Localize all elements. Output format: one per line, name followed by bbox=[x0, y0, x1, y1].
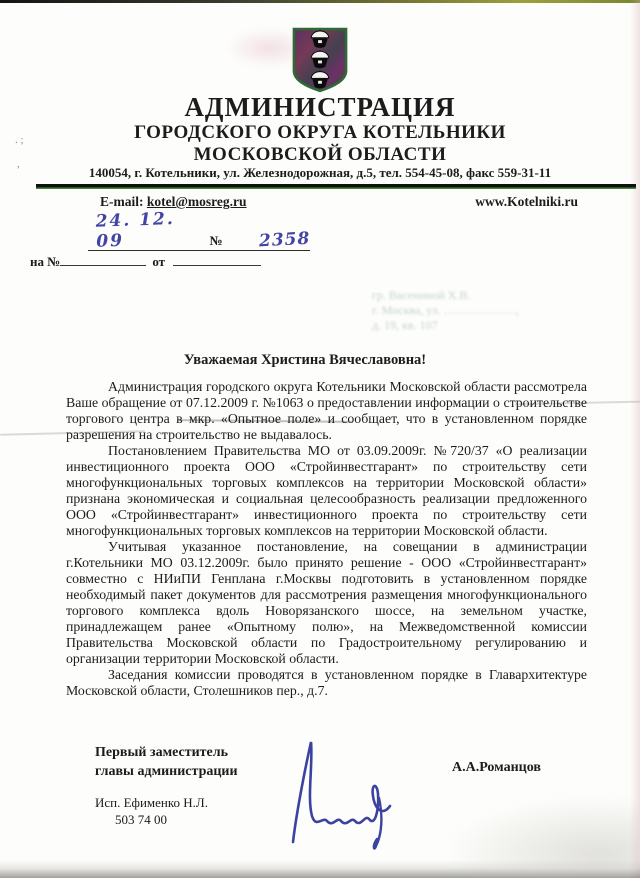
paragraph: Учитывая указанное постановление, на совещании в администрации г.Котельники МО 03.12.2009г. было принято решение - ООО «Стройинвестгарант» совместно с НИиПИ Генплана г.Москвы подготовить в установленном порядке необходимый пакет документов для рассмотрения размещения многофункционального торгового комплекса вдоль Новорязанского шоссе, на земельном участке, принадлежащем ранее «Опытному полю», на Межведомственной комиссии Правительства Московской области по Градостроительному регулированию и организации территории Московской области. bbox=[66, 539, 587, 666]
reply-number-blank bbox=[60, 252, 146, 266]
paragraph: Постановлением Правительства МО от 03.09.2009г. №720/37 «О реализации инвестиционного проекта ООО «Стройинвестгарант» по строительству сети многофункциональных торговых комплексов на территории Московской области» признана экономическая и социальная целесообразность реализации предложенного ООО «Стройинвестгарант» инвестиционного проекта по строительству сети многофункциональных торговых комплексов на территории Московской области. bbox=[66, 443, 587, 538]
org-line-2: ГОРОДСКОГО ОКРУГА КОТЕЛЬНИКИ bbox=[134, 122, 506, 144]
org-line-3: МОСКОВСКОЙ ОБЛАСТИ bbox=[193, 143, 447, 165]
addressee-line: д. 19, кв. 107 bbox=[372, 318, 438, 332]
salutation: Уважаемая Христина Вячеславовна! bbox=[183, 352, 427, 368]
executor-phone: 503 74 00 bbox=[115, 812, 167, 827]
scan-stray-mark: , bbox=[17, 158, 20, 170]
reply-date-blank bbox=[173, 252, 261, 266]
contact-row bbox=[100, 194, 578, 210]
outgoing-ref-line bbox=[88, 209, 311, 252]
signer-position-line2: главы администрации bbox=[95, 764, 238, 779]
scan-top-edge bbox=[0, 0, 640, 3]
signer-name: А.А.Романцов bbox=[452, 760, 541, 775]
addressee-block-faded bbox=[372, 288, 552, 333]
email-address: kotel@mosreg.ru bbox=[146, 194, 247, 209]
executor-block bbox=[95, 794, 208, 828]
number-sign-label: № bbox=[209, 233, 223, 248]
scan-stray-mark: . ; bbox=[15, 134, 24, 146]
handwritten-signature bbox=[283, 736, 403, 856]
handwritten-date: 24. 12. 09 bbox=[95, 209, 176, 252]
letter-body bbox=[66, 379, 587, 699]
letterhead-divider bbox=[36, 184, 636, 189]
scan-bottom-shadow bbox=[0, 860, 640, 878]
addressee-line: гр. Васениной Х.В. bbox=[372, 288, 471, 302]
org-address-line: 140054, г. Котельники, ул. Железнодорожная, д.5, тел. 554-45-08, факс 559-31-11 bbox=[88, 165, 552, 180]
signer-position bbox=[95, 743, 238, 781]
website: www.Kotelniki.ru bbox=[475, 194, 578, 209]
addressee-line: г. Москва, ул. ………………, bbox=[372, 303, 519, 317]
executor-name: Исп. Ефименко Н.Л. bbox=[95, 795, 209, 810]
paragraph: Заседания комиссии проводятся в установленном порядке в Главархитектуре Московской области, Столешников пер., д.7. bbox=[66, 667, 587, 698]
email-label: E-mail: bbox=[100, 194, 144, 209]
reply-ref-line bbox=[30, 252, 261, 270]
reply-na-label: на № bbox=[30, 254, 61, 269]
paragraph: Администрация городского округа Котельники Московской области рассмотрела Ваше обращение от 07.12.2009 г. №1063 о предоставлении информации о строительстве торгового центра в мкр. «Опытное поле» и сообщает, что в установленном порядке разрешения на строительство не выдавалось. bbox=[66, 379, 587, 442]
email-block bbox=[100, 194, 247, 210]
organization-name bbox=[0, 92, 640, 165]
kotelniki-emblem-icon bbox=[0, 26, 640, 99]
reply-ot-label: от bbox=[152, 254, 166, 269]
org-line-1: АДМИНИСТРАЦИЯ bbox=[184, 92, 456, 122]
handwritten-number: 2358 bbox=[258, 228, 311, 252]
signer-position-line1: Первый заместитель bbox=[95, 745, 228, 760]
scan-smudge bbox=[430, 790, 640, 870]
